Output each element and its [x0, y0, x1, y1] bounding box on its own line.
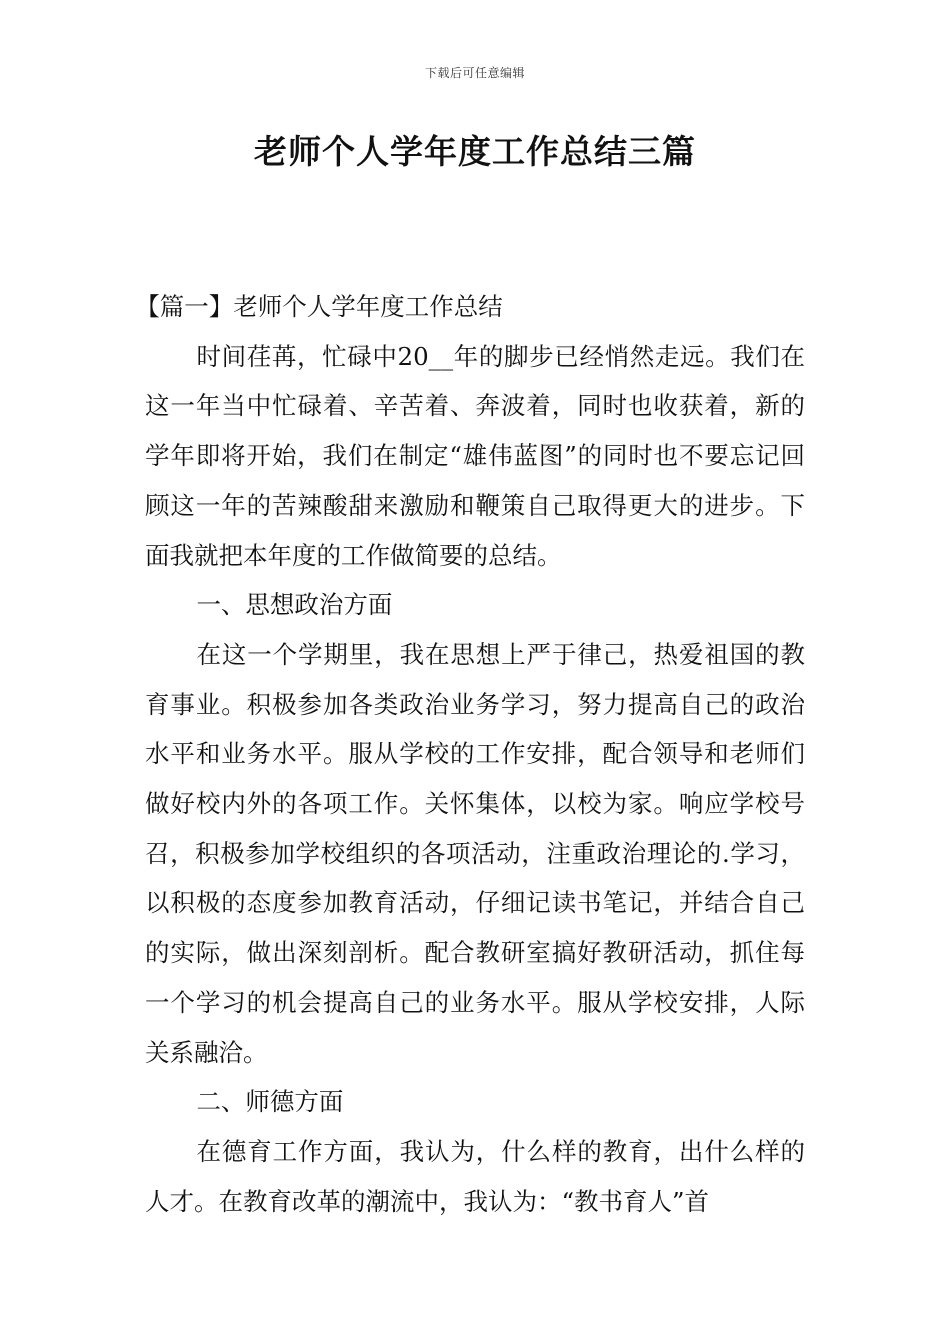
paragraph-intro: 时间荏苒，忙碌中20__年的脚步已经悄然走远。我们在这一年当中忙碌着、辛苦着、奔波着，同时也收获着，新的学年即将开始，我们在制定“雄伟蓝图”的同时也不要忘记回顾这一年的苦辣酸甜来激励和鞭策自己取得更大的进步。下面我就把本年度的工作做简要的总结。	[145, 341, 805, 570]
section-heading: 【篇一】老师个人学年度工作总结	[135, 292, 503, 321]
subheading-ethics: 二、师德方面	[196, 1087, 344, 1117]
document-body	[135, 282, 805, 1226]
paragraph-ethics: 在德育工作方面，我认为，什么样的教育，出什么样的人才。在教育改革的潮流中，我认为：“教书育人”首	[145, 1136, 805, 1216]
header-note: 下载后可任意编辑	[424, 66, 525, 80]
document-title: 老师个人学年度工作总结三篇	[254, 132, 696, 171]
subheading-political: 一、思想政治方面	[196, 590, 393, 620]
paragraph-political: 在这一个学期里，我在思想上严于律己，热爱祖国的教育事业。积极参加各类政治业务学习，努力提高自己的政治水平和业务水平。服从学校的工作安排，配合领导和老师们做好校内外的各项工作。关怀集体，以校为家。响应学校号召，积极参加学校组织的各项活动，注重政治理论的.学习，以积极的态度参加教育活动，仔细记读书笔记，并结合自己的实际，做出深刻剖析。配合教研室搞好教研活动，抓住每一个学习的机会提高自己的业务水平。服从学校安排，人际关系融洽。	[145, 639, 805, 1067]
